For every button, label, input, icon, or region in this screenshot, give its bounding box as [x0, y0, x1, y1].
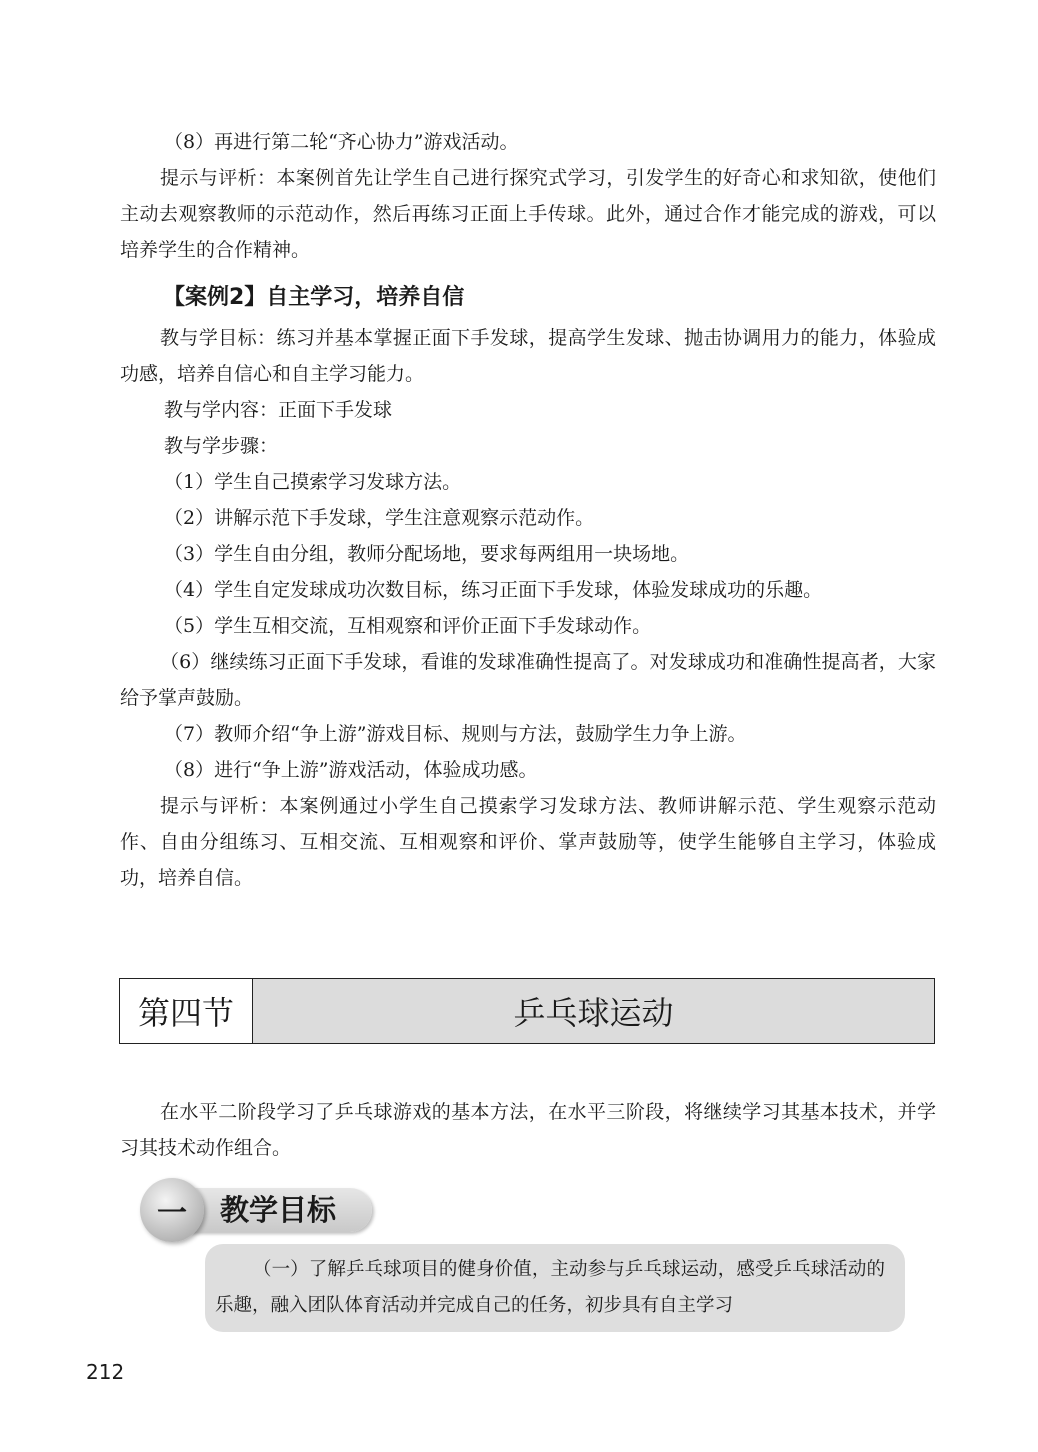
case-2-step: （5）学生互相交流，互相观察和评价正面下手发球动作。	[164, 615, 652, 637]
case-2-content: 教与学内容：正面下手发球	[164, 399, 393, 421]
page-number: 212	[86, 1360, 125, 1384]
heading-number: 一	[140, 1178, 204, 1242]
step-8-prev: （8）再进行第二轮“齐心协力”游戏活动。	[164, 131, 519, 153]
case-2-step: （3）学生自由分组，教师分配场地，要求每两组用一块场地。	[164, 543, 690, 565]
case-2-steps-label: 教与学步骤：	[164, 435, 279, 457]
case-2-goal: 教与学目标：练习并基本掌握正面下手发球，提高学生发球、抛击协调用力的能力，体验成功感，培养自信心和自主学习能力。	[120, 327, 936, 385]
intro-block	[120, 1094, 936, 1166]
case-2-step: （8）进行“争上游”游戏活动，体验成功感。	[164, 759, 538, 781]
case-2-step: （6）继续练习正面下手发球，看谁的发球准确性提高了。对发球成功和准确性提高者，大家给予掌声鼓励。	[120, 651, 936, 709]
top-text-block	[120, 124, 936, 268]
case-2-title: 【案例2】自主学习，培养自信	[163, 285, 465, 310]
section-header	[119, 978, 935, 1044]
case-2-body	[120, 320, 936, 896]
teaching-goals-heading	[140, 1178, 376, 1242]
case-2-tip: 提示与评析：本案例通过小学生自己摸索学习发球方法、教师讲解示范、学生观察示范动作、自由分组练习、互相交流、互相观察和评价、掌声鼓励等，使学生能够自主学习，体验成功，培养自信。	[120, 795, 936, 889]
section-title: 乒乓球运动	[253, 979, 934, 1043]
intro-paragraph: 在水平二阶段学习了乒乓球游戏的基本方法，在水平三阶段，将继续学习其基本技术，并学习其技术动作组合。	[120, 1101, 936, 1159]
goal-text: （一）了解乒乓球项目的健身价值，主动参与乒乓球运动，感受乒乓球活动的乐趣，融入团队体育活动并完成自己的任务，初步具有自主学习	[215, 1259, 885, 1316]
heading-text: 教学目标	[220, 1193, 337, 1227]
case-2-step: （2）讲解示范下手发球，学生注意观察示范动作。	[164, 507, 595, 529]
section-number: 第四节	[120, 979, 253, 1043]
tip-paragraph-1: 提示与评析：本案例首先让学生自己进行探究式学习，引发学生的好奇心和求知欲，使他们主动去观察教师的示范动作，然后再练习正面上手传球。此外，通过合作才能完成的游戏，可以培养学生的合作精神。	[120, 167, 936, 261]
case-2-step: （7）教师介绍“争上游”游戏目标、规则与方法，鼓励学生力争上游。	[164, 723, 747, 745]
case-2-step: （4）学生自定发球成功次数目标，练习正面下手发球，体验发球成功的乐趣。	[164, 579, 823, 601]
goal-box	[205, 1244, 905, 1332]
case-2-step: （1）学生自己摸索学习发球方法。	[164, 471, 462, 493]
